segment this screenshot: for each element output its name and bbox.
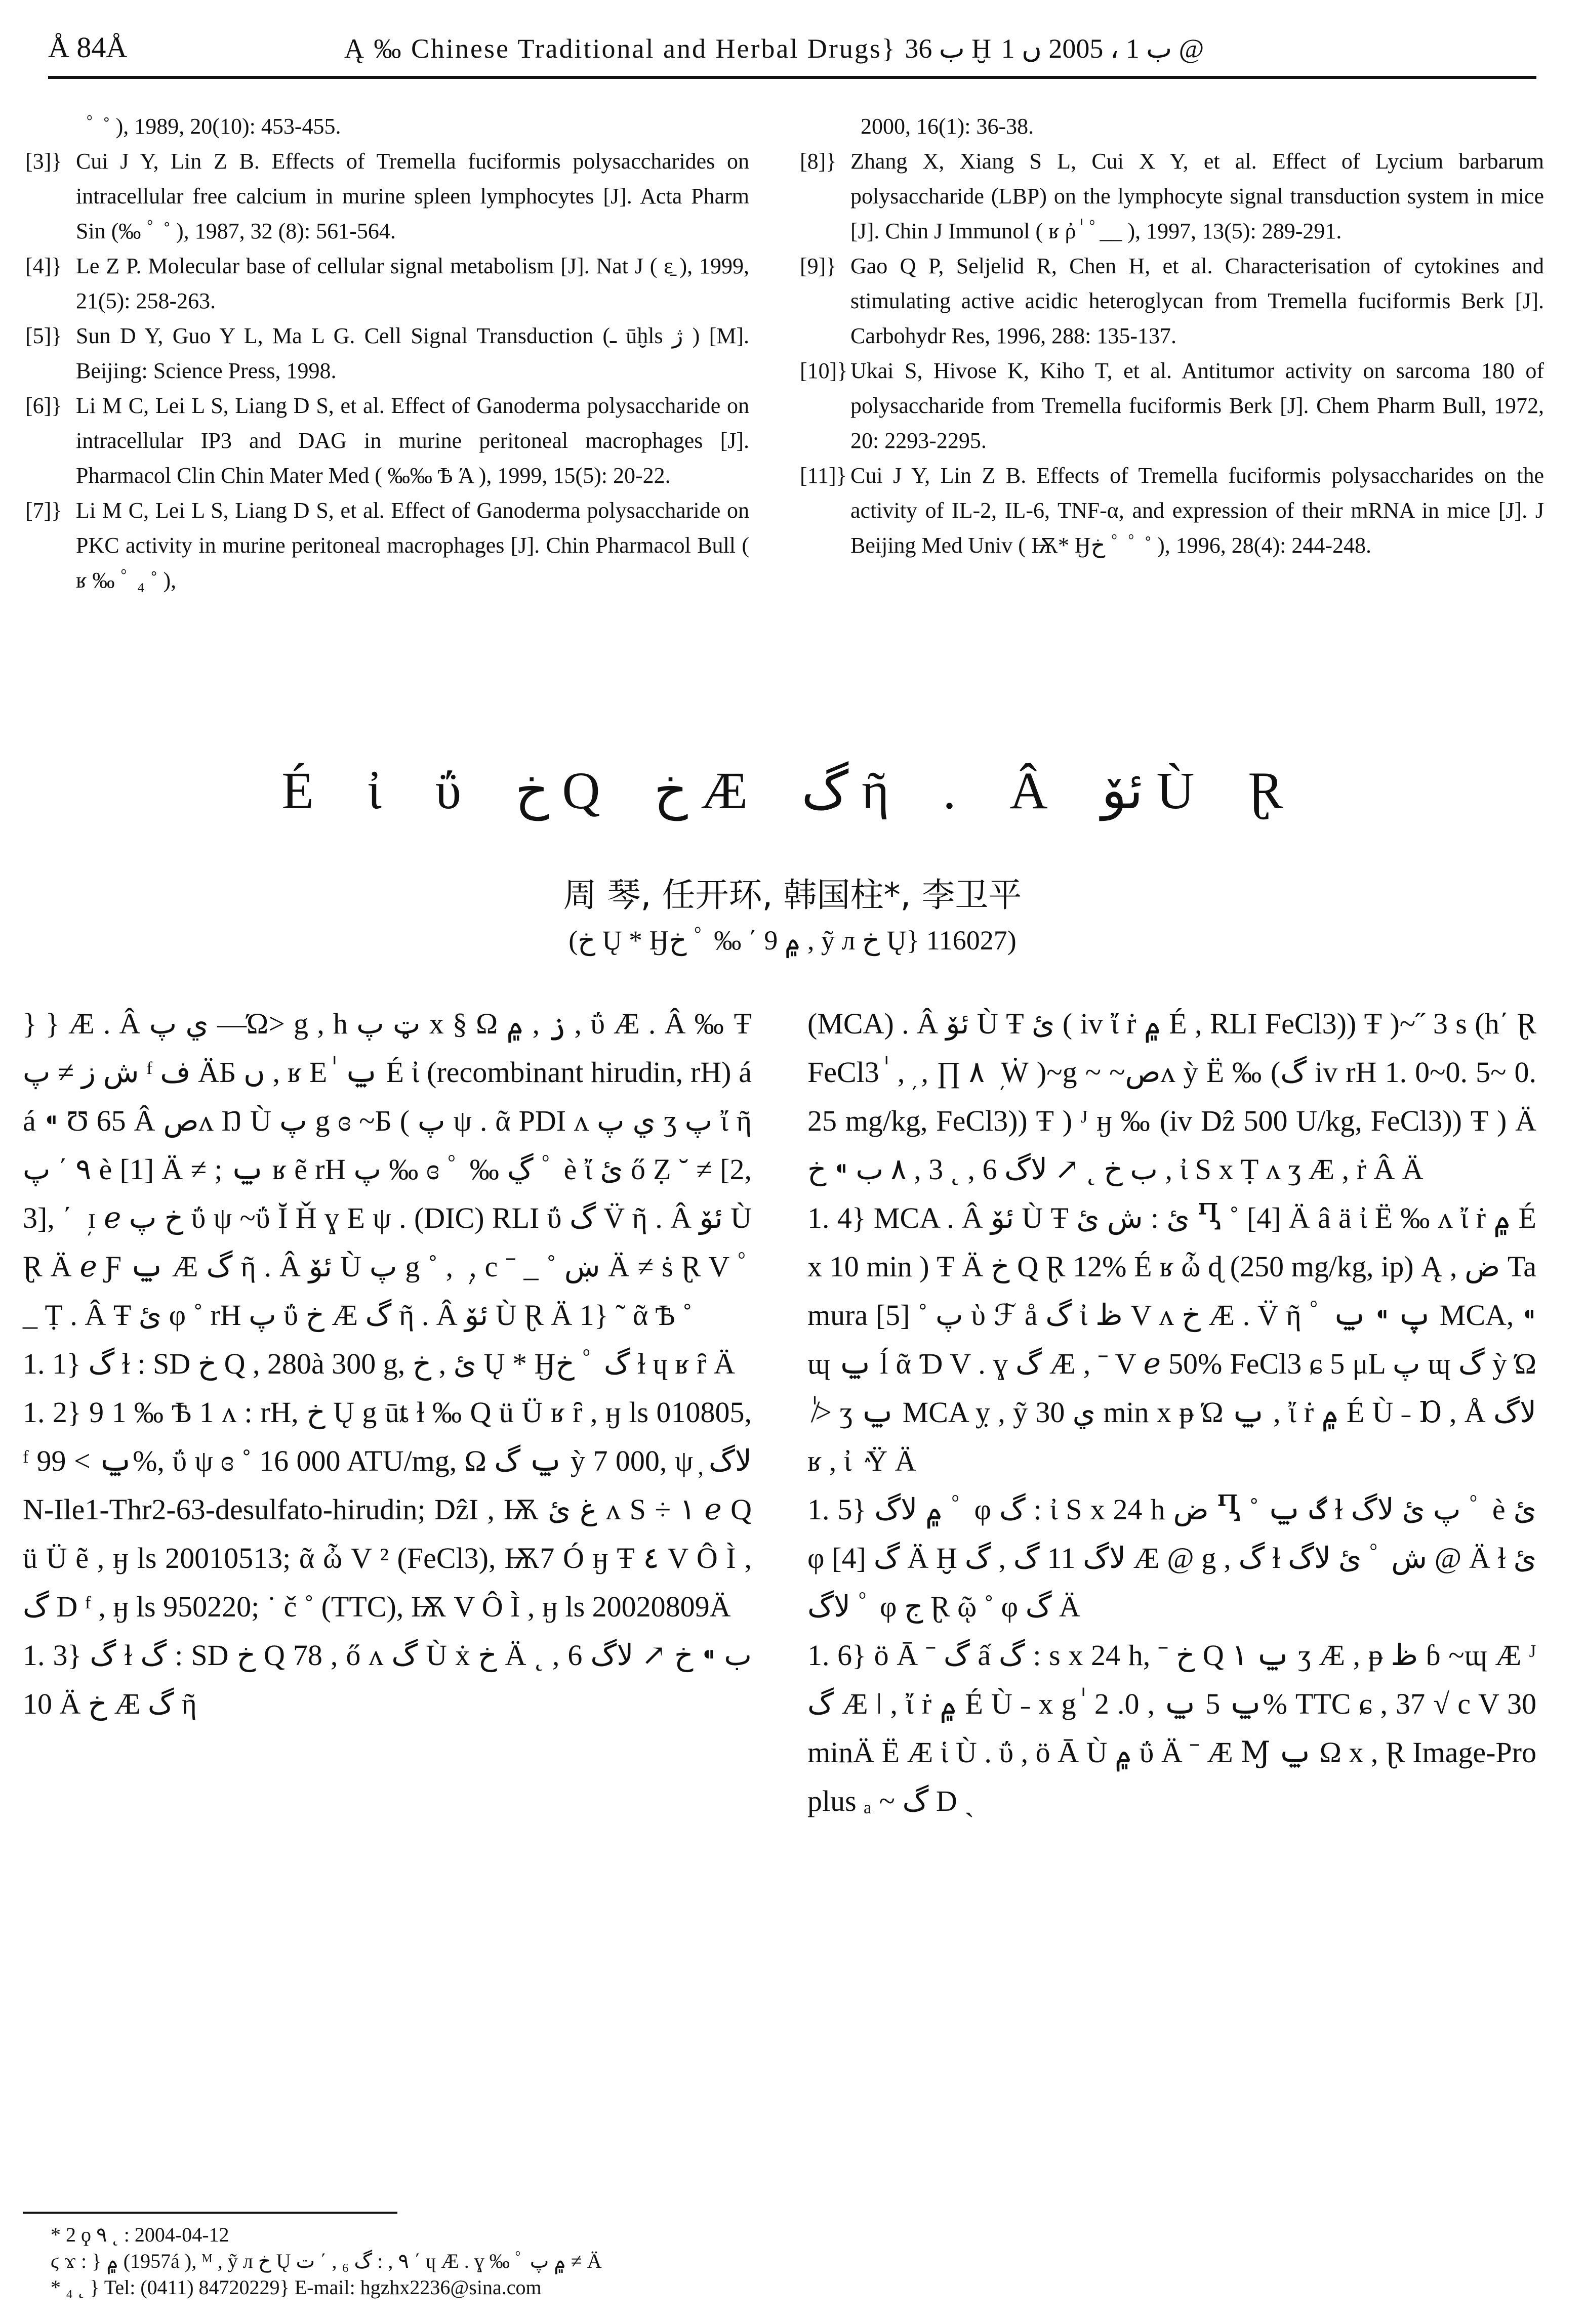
author-list: 周 琴, 任开环, 韩国柱*, 李卫平 <box>563 876 1022 915</box>
reference-entry <box>25 388 749 493</box>
affiliation: (خ Ų * Ӈخ ﾟ ‰ ΄ ۾ 9 , ỹ л خ Ų} 116027) <box>568 925 1017 956</box>
body-paragraph: 1. 1} گ ɫ : SD خ Q , 280à 300 g, ئ , خ Ų * Ӈخ ﾟ گ ɫ ɥ ʁ ȓ Ä <box>23 1347 735 1380</box>
reference-number: [7]} <box>25 498 62 523</box>
reference-number: [11]} <box>800 463 847 488</box>
reference-entry <box>800 144 1544 248</box>
body-paragraph: 1. 2} 9 1 ‰ Ѣ 1 ʌ : rH, خ Ų g ūȶ ɫ ‰ Q ü Ü ʁ ȓ , ӈ ls 010805, ᶠ ݐ > 99%, ΰ ψ ɞ ˚ 16 000 ATU/mg, Ω ݐ گ ỳ 7 000, ψ ̦ لاگ N-Ile1-Thr2-63-desulfato-hirudin; DẑI , Ѭ غ ئ ʌ S ÷ ١ ℯ Q ü Ü ẽ , ӈ ls 20010513; ᾶ ὦ V ² (FeCl3), Ѭ7 Ó ӈ Ŧ ٤ V Ô Ì , گ D ᶠ , ӈ ls 950220; ˙ č ˚ (TTC), Ѭ V Ô Ì , ӈ ls 20020809Ä <box>23 1396 752 1623</box>
footnote-contact: * ₄ ˛ } Tel: (0411) 84720229} E-mail: hgzhx2236@sina.com <box>51 2276 542 2299</box>
article-title: É ἰ ΰ خ Q خ Æ گ ῆ . Â ئۆ Ù Ɽ <box>281 762 1304 820</box>
footnote-received-date: * 2 ϙ ٩ ˛ : 2004-04-12 <box>51 2223 229 2246</box>
reference-continuation: ﾟ ˚ ), 1989, 20(10): 453-455. <box>86 114 341 139</box>
reference-text: Zhang X, Xiang S L, Cui X Y, et al. Effect of Lycium barbarum polysaccharide (LBP) on the lymphocyte signal transduction system in mice [J]. Chin J Immunol ( ʁ ῤ ٰ ﾟ__ ), 1997, 13(5): 289-291. <box>850 149 1544 243</box>
reference-entry <box>800 353 1544 458</box>
reference-text: Ukai S, Hivose K, Kiho T, et al. Antitumor activity on sarcoma 180 of polysaccharide from Tremella fuciformis Berk [J]. Chem Pharm Bull, 1972, 20: 2293-2295. <box>850 358 1544 453</box>
reference-entry <box>800 248 1544 353</box>
reference-continuation: 2000, 16(1): 36-38. <box>861 114 1034 139</box>
footnote-rule <box>23 2212 397 2214</box>
reference-entry <box>800 458 1544 563</box>
reference-text: Li M C, Lei L S, Liang D S, et al. Effect of Ganoderma polysaccharide on intracellular IP3 and DAG in murine peritoneal macrophages [J]. Pharmacol Clin Chin Mater Med ( ‰‰ Ѣ Ά ), 1999, 15(5): 20-22. <box>76 393 749 488</box>
reference-number: [4]} <box>25 254 62 278</box>
journal-running-header: Ą ‰ Chinese Traditional and Herbal Drugs} ب 36 Ḫ ب 1 ، 2005 ں 1 @ <box>344 33 1204 64</box>
body-paragraph: 1. 5} ۾ لاگ ﾟ φ گ : ἰ S x 24 h ض Ⴂ ˚ گ ݐ ɫ پ ئ لاگ ﾟ è ئ φ گ [4] Ä Ḫ لاگ 11 گ , گ Æ @ g , گ ɫ ئ لاگ ﾟ ش @ Ä ɫ ئ لاگ ﾟ φ ج Ɽ ῷ ˚ φ گ Ä <box>807 1493 1536 1623</box>
body-paragraph: 1. 6} ö Ā ˉ گ ấ گ : s x 24 h, ˉ خ Q ݐ ١ ʒ Æ , ᵽ ظ ɓ ~ɰ Æ ᴶ گ Æ ǀ , ἴ ṙ ۾ É Ù ˗ x g ٰ ݐ 5 ݐ , 0. 2% TTC ɕ , 37 √ c V 30 minÄ Ë Æ ἱ Ù . ΰ , ö Ā Ù ۾ ΰ Ä ˉ Æ Ɱ ݐ Ω x , Ɽ Image-Pro plus ₐ ~ گ D ˏ <box>807 1639 1537 1817</box>
reference-text: Gao Q P, Seljelid R, Chen H, et al. Characterisation of cytokines and stimulating active acidic heteroglycan from Tremella fuciformis Berk [J]. Carbohydr Res, 1996, 288: 135-137. <box>850 254 1544 348</box>
reference-text: Le Z P. Molecular base of cellular signal metabolism [J]. Nat J ( ε̱ ), 1999, 21(5): 258-263. <box>76 254 749 313</box>
body-left-column <box>23 1000 752 1728</box>
footnote-author-bio: ϛ ϫ : } ۾ (1957á ), ᴹ , ỹ л خ Ų ٩ , : گ ₆ , ΄ ت ΄ ɥ Æ . ɣ ‰ ﾟ ۾ پ ≠ Ä <box>51 2250 602 2272</box>
body-paragraph: (MCA) . Â ئۆ Ù Ŧ ئ ( iv ἴ ṙ ۾ É , RLI FeCl3)) Ŧ )~˝ 3 s (h΄ Ɽ FeCl3 ٰ , ܼ , ∏ ٨ ܼ Ẇ )~g ~ ~صʌ ỳ Ë ‰ (گ iv rH 1. 0~0. 5~ 0. 25 mg/kg, FeCl3)) Ŧ ) ᴶ ӈ ‰ (iv Dẑ 500 U/kg, FeCl3)) Ŧ ) Ä ب خ ˛ ↗ لاگ 6 , ˛ 3 , ٨ ب ⁌ خ , ἰ S x Ṭ ʌ ʒ Æ , ṙ Â Ä <box>807 1007 1537 1186</box>
reference-entry <box>25 318 749 388</box>
references-left-column <box>25 109 749 598</box>
reference-number: [5]} <box>25 323 62 348</box>
reference-number: [9]} <box>800 254 837 278</box>
page-number: Å 84Å <box>48 31 128 64</box>
body-right-column <box>807 1000 1536 1825</box>
reference-number: [10]} <box>800 358 848 383</box>
reference-text: Sun D Y, Guo Y L, Ma L G. Cell Signal Transduction (ـ ūḫls ژ ) [M]. Beijing: Science Press, 1998. <box>76 323 749 383</box>
reference-text: Li M C, Lei L S, Liang D S, et al. Effect of Ganoderma polysaccharide on PKC activity in murine peritoneal macrophages [J]. Chin Pharmacol Bull ( ʁ ‰ ﾟ ₄ ˚ ), <box>76 498 749 593</box>
body-paragraph: 1. 3} گ ɫ گ : SD خ Q 78 , ő ʌ گ Ù ẋ خ Ä ب ⁌ خ ↗ لاگ 6 , ˛ 10 Ä خ Æ گ ῆ <box>23 1639 752 1720</box>
header-rule <box>48 76 1536 79</box>
reference-entry <box>25 144 749 248</box>
reference-number: [6]} <box>25 393 62 418</box>
body-paragraph: 1. 4} MCA . Â ئۆ Ù Ŧ ئ : ش ئ Ⴂ ˚ [4] Ä â ä ἰ Ë ‰ ʌ ἴ ṙ ۾ É x 10 min ) Ŧ Ä خ Q Ɽ 12% É ʁ ὦ ɖ (250 mg/kg, ip) Ą , ض Tamura پ ˚ [5] ὺ ℱ å گ ἰ ظ V ʌ خ Æ . V̈ ῆ ﾟ پ ⁌ ݐ MCA, ⁌ ɰ ݐ ĺ ᾶ Ɗ V . ɣ گ Æ , ˉ V ℯ 50% FeCl3 ɕ 5 μL پ ɰ گ ỳ Ώ ٰ ≯ ʒ ݐ MCA ỵ , ỹ ي 30 min x ᵽ Ώ ݐ , ἴ ṙ ۾ É Ù ˗ Ɒ , Å لاگ ʁ , ἰ ٛ Ÿ Ä <box>807 1201 1537 1477</box>
reference-number: [8]} <box>800 149 837 174</box>
footnote <box>51 2222 1519 2301</box>
reference-text: Cui J Y, Lin Z B. Effects of Tremella fuciformis polysaccharides on intracellular free calcium in murine spleen lymphocytes [J]. Acta Pharm Sin (‰ ﾟ ˚ ), 1987, 32 (8): 561-564. <box>76 149 749 243</box>
reference-text: Cui J Y, Lin Z B. Effects of Tremella fuciformis polysaccharides on the activity of IL-2, IL-6, TNF-α, and expression of their mRNA in mice [J]. J Beijing Med Univ ( Ѭ* Ӈخ ﾟ ﾟ ˚ ), 1996, 28(4): 244-248. <box>850 463 1544 558</box>
body-paragraph: } } Æ . Â ي پ —Ώ> g , h ټ پ x § Ω ز , ۾ , ΰ Æ . Â ‰ Ŧ ش ز ≠ پ ᶠ ف ÄБ ں , ʁ E ٰ ݐ É ἰ (recombinant hirudin, rH) á á ⁌ Ʊ 65 Â صʌ Ŋ Ù پ g ɞ ~Б ( پ ψ . ᾶ PDI ʌ ي پ ʒ پ ἴ ῆ ٩ ΄ پ è [1] Ä ≠ ; ݐ ʁ ẽ rH پ ‰ ɞ ﾟ ‰ ڲ ﾟ è ἴ ئ ő Ẓ ˘ ≠ [2, 3], ΄ ܼ ɪ ℯ خ پ ΰ ψ ~ΰ Ĭ Ȟ ɣ E ψ . (DIC) RLI ΰ گ V̈ ῆ . Â ئۆ Ù Ɽ Ä ℯ Ƒ ݐ Æ گ ῆ . Â ئۆ Ù پ g ˚ , ܼ , c ˉ _ ˚ ښ Ä ≠ ṡ Ɽ V ﾟ _ Ṭ . Â Ŧ ئ φ ˚ rH پ ΰ خ Æ گ ῆ . Â ئۆ Ù Ɽ Ä 1} ˜ ᾶ Ѣ ˚ <box>23 1007 752 1332</box>
references-right-column <box>800 109 1544 563</box>
reference-entry <box>25 493 749 598</box>
reference-entry <box>25 248 749 318</box>
reference-number: [3]} <box>25 149 62 174</box>
